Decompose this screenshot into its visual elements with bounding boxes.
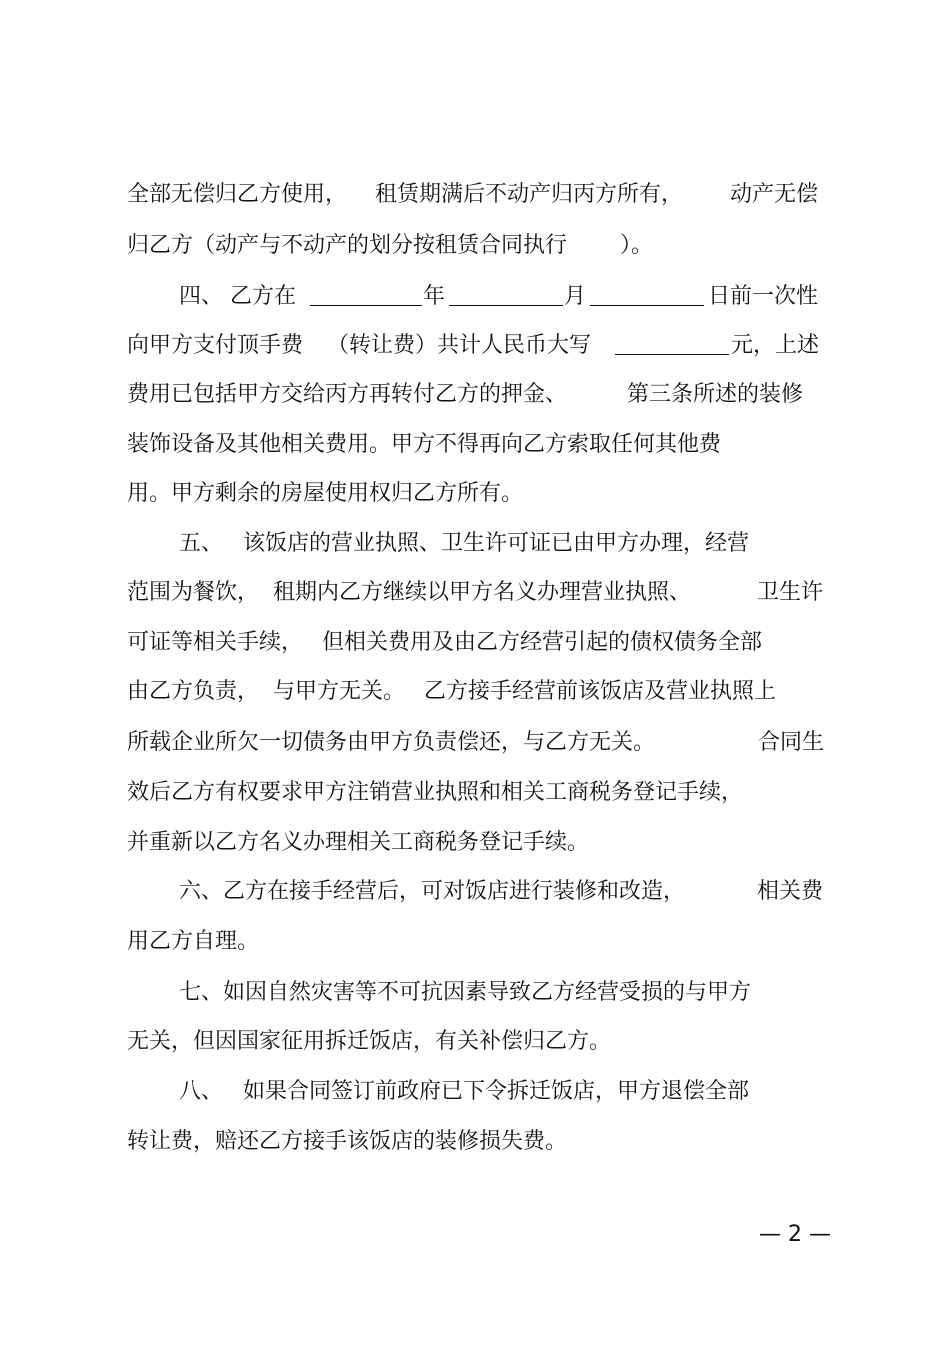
fill-in-blank-month[interactable]	[449, 305, 563, 306]
text-segment: ）。	[620, 233, 654, 258]
text-segment: 用。甲方剩余的房屋使用权归乙方所有。	[127, 481, 524, 506]
text-segment: 四、 乙方在	[179, 284, 296, 309]
text-segment: 六、乙方在接手经营后，可对饭店进行装修和改造，	[179, 879, 686, 904]
text-segment: 但相关费用及由乙方经营引起的债权债务全部	[322, 630, 763, 655]
text-segment: 乙方接手经营前该饭店及营业执照上	[424, 679, 777, 704]
text-segment: 可证等相关手续，	[127, 630, 304, 655]
fill-in-blank-year[interactable]	[310, 305, 422, 306]
text-segment: 卫生许	[757, 580, 824, 605]
text-segment: 动产无偿	[730, 182, 819, 207]
text-segment: 元，上述	[731, 333, 820, 358]
text-segment: 合同生	[758, 730, 825, 755]
text-segment: 无关，但因国家征用拆迁饭店，有关补偿归乙方。	[127, 1029, 612, 1054]
text-segment: 归乙方（动产与不动产的划分按租赁合同执行	[127, 233, 568, 258]
page-number: — 2 —	[759, 1222, 831, 1247]
text-segment: 五、	[179, 531, 224, 556]
text-segment: 并重新以乙方名义办理相关工商税务登记手续。	[127, 830, 590, 855]
text-segment: 月	[564, 284, 587, 309]
text-segment: 相关费	[757, 879, 824, 904]
text-segment: 租期内乙方继续以甲方名义办理营业执照、	[273, 580, 692, 605]
text-segment: 费用已包括甲方交给丙方再转付乙方的押金、	[127, 382, 568, 407]
text-segment: 向甲方支付顶手费	[127, 333, 304, 358]
fill-in-blank-amount[interactable]	[615, 354, 729, 355]
text-segment: 全部无偿归乙方使用，	[127, 182, 348, 207]
text-segment: （转让费）共计人民币大写	[327, 333, 592, 358]
text-segment: 第三条所述的装修	[627, 382, 804, 407]
text-segment: 效后乙方有权要求甲方注销营业执照和相关工商税务登记手续，	[127, 780, 744, 805]
fill-in-blank-day[interactable]	[590, 305, 704, 306]
text-segment: 租赁期满后不动产归丙方所有，	[375, 182, 684, 207]
text-segment: 八、	[179, 1079, 224, 1104]
text-segment: 转让费，赔还乙方接手该饭店的装修损失费。	[127, 1129, 568, 1154]
text-segment: 年	[423, 284, 446, 309]
text-segment: 与甲方无关。	[273, 679, 406, 704]
text-segment: 范围为餐饮，	[127, 580, 260, 605]
text-segment: 日前一次性	[708, 284, 819, 309]
text-segment: 该饭店的营业执照、卫生许可证已由甲方办理，经营	[243, 531, 750, 556]
text-segment: 七、如因自然灾害等不可抗因素导致乙方经营受损的与甲方	[179, 980, 752, 1005]
text-segment: 所载企业所欠一切债务由甲方负责偿还，与乙方无关。	[127, 730, 656, 755]
text-segment: 用乙方自理。	[127, 929, 260, 954]
text-segment: 如果合同签订前政府已下令拆迁饭店，甲方退偿全部	[243, 1079, 750, 1104]
text-segment: 装饰设备及其他相关费用。甲方不得再向乙方索取任何其他费	[127, 432, 722, 457]
text-segment: 由乙方负责，	[127, 679, 260, 704]
